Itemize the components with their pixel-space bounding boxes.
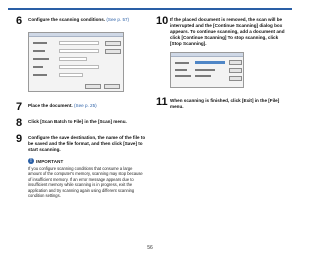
step-number: 9 [16, 133, 23, 145]
screenshot-button [85, 84, 101, 89]
step-text: When scanning is finished, click [Exit] in the [File] menu. [170, 98, 280, 109]
screenshot-button [105, 49, 121, 54]
screenshot-label [195, 75, 211, 77]
screenshot-field [59, 57, 87, 61]
step-number: 7 [16, 101, 23, 113]
continue-scanning-dialog-screenshot [170, 52, 244, 88]
step-text: If the placed document is removed, the scan will be interrupted and the [Continue Scanning] dialog box appears. To continue scanning, add a document and click [Continue Scanning] To stop scanning, click [Stop Scanning]. [170, 17, 285, 46]
screenshot-button [229, 60, 242, 65]
step-11 [156, 97, 288, 110]
screenshot-field [59, 49, 99, 53]
screenshot-field [59, 73, 83, 77]
screenshot-label [33, 50, 45, 52]
right-column [156, 16, 288, 115]
step-text: Configure the save destination, the name of the file to be saved and the file format, and then click [Save] to start scanning. [28, 135, 146, 152]
screenshot-label [33, 58, 49, 60]
header-rule [8, 8, 292, 10]
step-6 [16, 16, 146, 27]
step-text: Click [Scan Batch to File] in the [Scan] menu. [28, 119, 127, 124]
step-text: Place the document. [28, 103, 73, 108]
step-number: 6 [16, 15, 23, 27]
screenshot-label [33, 42, 47, 44]
screenshot-label [195, 69, 215, 71]
scanning-conditions-screenshot [28, 32, 124, 92]
screenshot-field [59, 41, 99, 45]
screenshot-label [33, 74, 47, 76]
step-9 [16, 134, 146, 153]
step-number: 8 [16, 117, 23, 129]
step-text: Configure the scanning conditions. [28, 17, 106, 22]
screenshot-titlebar [171, 53, 243, 57]
step-number: 10 [156, 15, 169, 27]
step-10 [156, 16, 288, 47]
page-reference-link[interactable]: (See p. 25) [73, 103, 97, 108]
screenshot-label [175, 62, 189, 64]
screenshot-button [104, 84, 120, 89]
screenshot-label [175, 69, 187, 71]
step-7 [16, 102, 146, 113]
screenshot-titlebar [29, 33, 123, 37]
screenshot-label [33, 66, 43, 68]
step-number: 11 [156, 96, 168, 108]
important-icon: ! [28, 158, 34, 164]
step-8 [16, 118, 146, 129]
screenshot-label [175, 75, 191, 77]
screenshot-button [105, 41, 121, 46]
screenshot-progress [195, 61, 225, 64]
page-number: 56 [147, 245, 153, 251]
page-reference-link[interactable]: (See p. 57) [106, 17, 130, 22]
important-note [16, 158, 146, 198]
screenshot-button [229, 76, 242, 81]
screenshot-field [59, 65, 99, 69]
important-text: If you configure scanning conditions that consume a large amount of the computer's memory, scanning may stop because of insufficient memory. If an error message appears due to insufficient memory while scanning is in progress, exit the application and try scanning again using different scanning condition settings. [28, 166, 143, 199]
screenshot-button [229, 68, 242, 73]
important-label: IMPORTANT [36, 158, 64, 164]
left-column [16, 16, 146, 198]
